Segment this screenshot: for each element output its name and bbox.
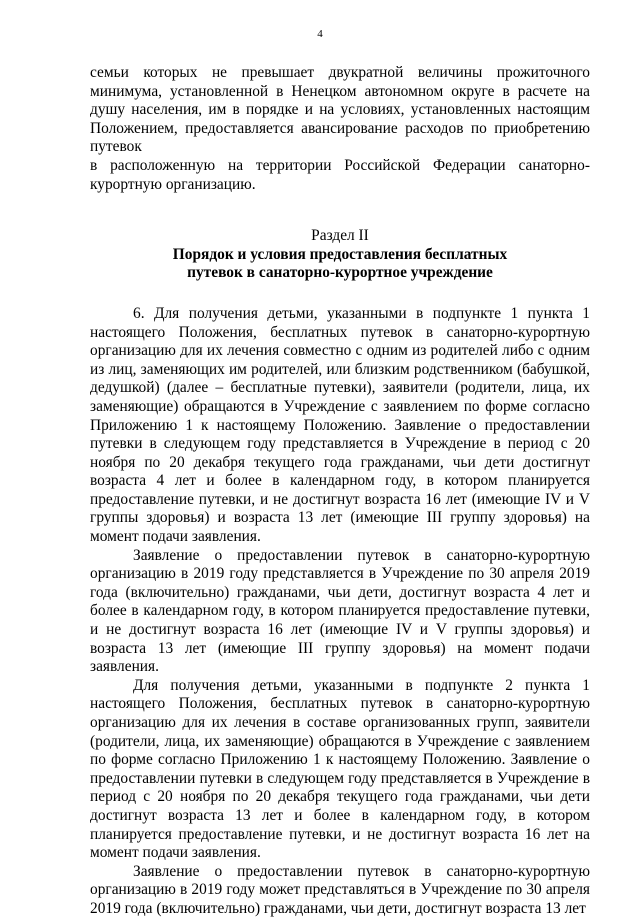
intro-paragraph-continuation: в расположенную на территории Российской Федерации санаторно-курортную организацию.	[90, 156, 590, 193]
paragraph: Для получения детьми, указанными в подпункте 2 пункта 1 настоящего Положения, бесплатных путевок в санаторно-курортную организацию для их лечения в составе организованных групп, заявители (родители, лица, их заменяющие) обращаются в Учреждение с заявлением по форме согласно Приложению 1 к настоящему Положению. Заявление о предоставлении путевки в следующем году представляется в Учреждение в период с 20 ноября по 20 декабря текущего года гражданами, чьи дети достигнут возраста 13 лет и более в календарном году, в котором планируется предоставление путевки, и не достигнут возраста 16 лет на момент подачи заявления.	[90, 676, 590, 862]
section-label: Раздел II	[311, 227, 369, 245]
paragraph: Заявление о предоставлении путевок в санаторно-курортную организацию в 2019 году может представляться в Учреждение по 30 апреля 2019 года (включительно) гражданами, чьи дети, достигнут возраста 13 лет	[90, 862, 590, 917]
paragraph: Заявление о предоставлении путевок в санаторно-курортную организацию в 2019 году представляется в Учреждение по 30 апреля 2019 года (включительно) гражданами, чьи дети, достигнут возраста 4 лет и более в календарном году, в котором планируется предоставление путевки, и не достигнут возраста 16 лет (имеющие IV и V группы здоровья) и возраста 13 лет (имеющие III группу здоровья) на момент подачи заявления.	[90, 546, 590, 676]
page-number: 4	[317, 28, 323, 40]
section-heading-line: путевок в санаторно-курортное учреждение	[187, 264, 493, 282]
document-body	[90, 64, 590, 919]
section-heading-line: Порядок и условия предоставления бесплатных	[172, 245, 508, 263]
section-heading	[90, 246, 590, 283]
intro-paragraph: семьи которых не превышает двукратной величины прожиточного минимума, установленной в Ненецком автономном округе в расчете на душу населения, им в порядке и на условиях, установленных настоящим Положением, предоставляется авансирование расходов по приобретению путевок	[90, 64, 590, 156]
paragraph-item-6: 6. Для получения детьми, указанными в подпункте 1 пункта 1 настоящего Положения, бесплатных путевок в санаторно-курортную организацию для их лечения совместно с одним из родителей либо с одним из лиц, заменяющих им родителей, или близким родственником (бабушкой, дедушкой) (далее – бесплатные путевки), заявители (родители, лица, их заменяющие) обращаются в Учреждение с заявлением по форме согласно Приложению 1 к настоящему Положению. Заявление о предоставлении путевки в следующем году представляется в Учреждение в период с 20 ноября по 20 декабря текущего года гражданами, чьи дети достигнут возраста 4 лет и более в календарном году, в котором планируется предоставление путевки, и не достигнут возраста 16 лет (имеющие IV и V группы здоровья) и возраста 13 лет (имеющие III группу здоровья) на момент подачи заявления.	[90, 304, 590, 546]
